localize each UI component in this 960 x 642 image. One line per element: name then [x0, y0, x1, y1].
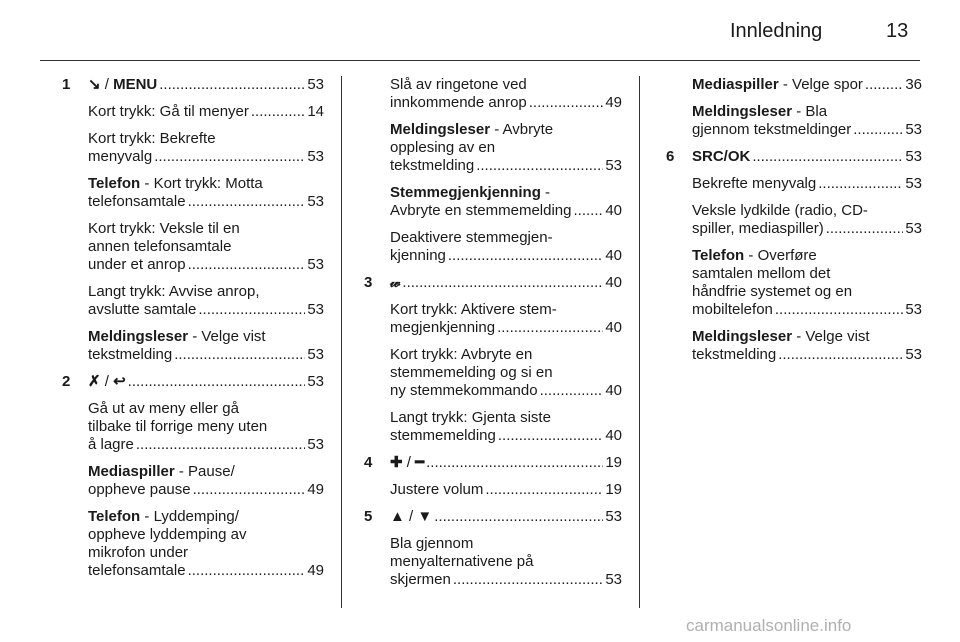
page-ref: 53: [307, 301, 324, 318]
leader-dots: [426, 454, 603, 472]
list-item: Gå ut av meny eller gå tilbake til forrige meny uten å lagre ..... 53: [88, 400, 324, 454]
entry-number: 6: [666, 148, 675, 165]
entry-number: 3: [364, 274, 373, 291]
page-ref: 53: [905, 121, 922, 138]
page-ref: 53: [307, 256, 324, 273]
list-item: Kort trykk: Aktivere stem- megjenkjenning ..... 40: [390, 301, 622, 337]
entry-heading: ✚ / ━ ..... 19: [390, 454, 622, 472]
page-number: 13: [886, 20, 909, 42]
voice-icon: 𝓌: [390, 274, 401, 291]
page-ref: 40: [605, 382, 622, 399]
leader-dots: [128, 373, 306, 391]
list-item: Veksle lydkilde (radio, CD- spiller, mediaspiller) ..... 53: [692, 202, 922, 238]
entry-heading: ▲ / ▼ ..... 53: [390, 508, 622, 526]
column-1: [62, 76, 324, 589]
entry-number: 1: [62, 76, 71, 93]
page-ref: 53: [307, 346, 324, 363]
entry-number: 2: [62, 373, 71, 390]
up-triangle-icon: ▲: [390, 508, 405, 525]
entry-5-continued: [666, 76, 922, 139]
page-ref: 53: [605, 508, 622, 525]
leader-dots: [752, 148, 903, 166]
column-3: [666, 76, 922, 373]
down-triangle-icon: ▼: [417, 508, 433, 525]
column-2: [364, 76, 622, 598]
page-ref: 40: [605, 247, 622, 264]
entry-2: [62, 373, 324, 580]
page-ref: 19: [605, 481, 622, 498]
entry-heading: [390, 274, 622, 292]
list-item: Mediaspiller - Pause/ oppheve pause ..... 49: [88, 463, 324, 499]
list-item: Kort trykk: Gå til menyer ..... 14: [88, 103, 324, 121]
phone-hangup-icon: ✗: [88, 373, 101, 390]
list-item: Telefon - Overføre samtalen mellom det håndfrie systemet og en mobiltelefon ..... 53: [692, 247, 922, 319]
page-ref: 53: [307, 193, 324, 210]
page-ref: 53: [307, 76, 324, 93]
list-item: Bekrefte menyvalg ..... 53: [692, 175, 922, 193]
entry-4: [364, 454, 622, 499]
list-item: Telefon - Lyddemping/ oppheve lyddemping av mikrofon under telefonsamtale ..... 49: [88, 508, 324, 580]
page-ref: 53: [307, 373, 324, 390]
page-ref: 53: [307, 148, 324, 165]
header-rule: [40, 60, 920, 61]
menu-label: MENU: [113, 76, 158, 93]
list-item: Langt trykk: Avvise anrop, avslutte samtale ..... 53: [88, 283, 324, 319]
page-ref: 49: [605, 94, 622, 111]
list-item: Kort trykk: Avbryte en stemmemelding og si en ny stemmekommando ..... 40: [390, 346, 622, 400]
entry-number: 4: [364, 454, 373, 471]
page-ref: 49: [307, 562, 324, 579]
column-divider: [639, 76, 640, 608]
leader-dots: [159, 76, 305, 94]
page-ref: 40: [605, 427, 622, 444]
leader-dots: [402, 274, 603, 292]
list-item: Langt trykk: Gjenta siste stemmemelding ..... 40: [390, 409, 622, 445]
page-ref: 40: [605, 274, 622, 291]
page-ref: 53: [905, 220, 922, 237]
list-item: Bla gjennom menyalternativene på skjermen ..... 53: [390, 535, 622, 589]
minus-icon: ━: [415, 454, 425, 471]
page-ref: 19: [605, 454, 622, 471]
list-item: Meldingsleser - Avbryte opplesing av en tekstmelding ..... 53: [390, 121, 622, 175]
page-ref: 14: [307, 103, 324, 120]
list-item: Mediaspiller - Velge spor ..... 36: [692, 76, 922, 94]
list-item: Deaktivere stemmegjen- kjenning ..... 40: [390, 229, 622, 265]
page-ref: 53: [905, 148, 922, 165]
column-divider: [341, 76, 342, 608]
page-ref: 53: [605, 571, 622, 588]
phone-icon: ↘: [88, 76, 101, 93]
entry-heading: ↘ / MENU ..... 53: [88, 76, 324, 94]
list-item: Justere volum ..... 19: [390, 481, 622, 499]
leader-dots: [434, 508, 603, 526]
entry-5: [364, 508, 622, 589]
list-item: Telefon - Kort trykk: Motta telefonsamtale ..... 53: [88, 175, 324, 211]
back-arrow-icon: ↩: [113, 373, 126, 390]
page-ref: 36: [905, 76, 922, 93]
list-item: Stemmegjenkjenning - Avbryte en stemmemelding ..... 40: [390, 184, 622, 220]
entry-1: [62, 76, 324, 364]
page-ref: 53: [307, 436, 324, 453]
page-ref: 40: [605, 202, 622, 219]
entry-6: [666, 148, 922, 364]
list-item: Kort trykk: Bekrefte menyvalg ..... 53: [88, 130, 324, 166]
src-ok-label: SRC/OK: [692, 148, 751, 165]
page-ref: 53: [905, 346, 922, 363]
list-item: Kort trykk: Veksle til en annen telefonsamtale under et anrop ..... 53: [88, 220, 324, 274]
page-ref: 53: [905, 175, 922, 192]
entry-heading: ✗ / ↩ ..... 53: [88, 373, 324, 391]
entry-heading: [692, 148, 922, 166]
entry-number: 5: [364, 508, 373, 525]
entry-2-continued: [364, 76, 622, 265]
page-ref: 53: [905, 301, 922, 318]
list-item: Meldingsleser - Velge vist tekstmelding ..... 53: [88, 328, 324, 364]
plus-icon: ✚: [390, 454, 403, 471]
list-item: Meldingsleser - Bla gjennom tekstmeldinger ..... 53: [692, 103, 922, 139]
watermark: carmanualsonline.info: [686, 616, 852, 635]
entry-3: [364, 274, 622, 445]
list-item: Slå av ringetone ved innkommende anrop ..... 49: [390, 76, 622, 112]
page-ref: 40: [605, 319, 622, 336]
list-item: Meldingsleser - Velge vist tekstmelding ..... 53: [692, 328, 922, 364]
page-title: Innledning: [730, 20, 823, 42]
page-ref: 49: [307, 481, 324, 498]
page-ref: 53: [605, 157, 622, 174]
